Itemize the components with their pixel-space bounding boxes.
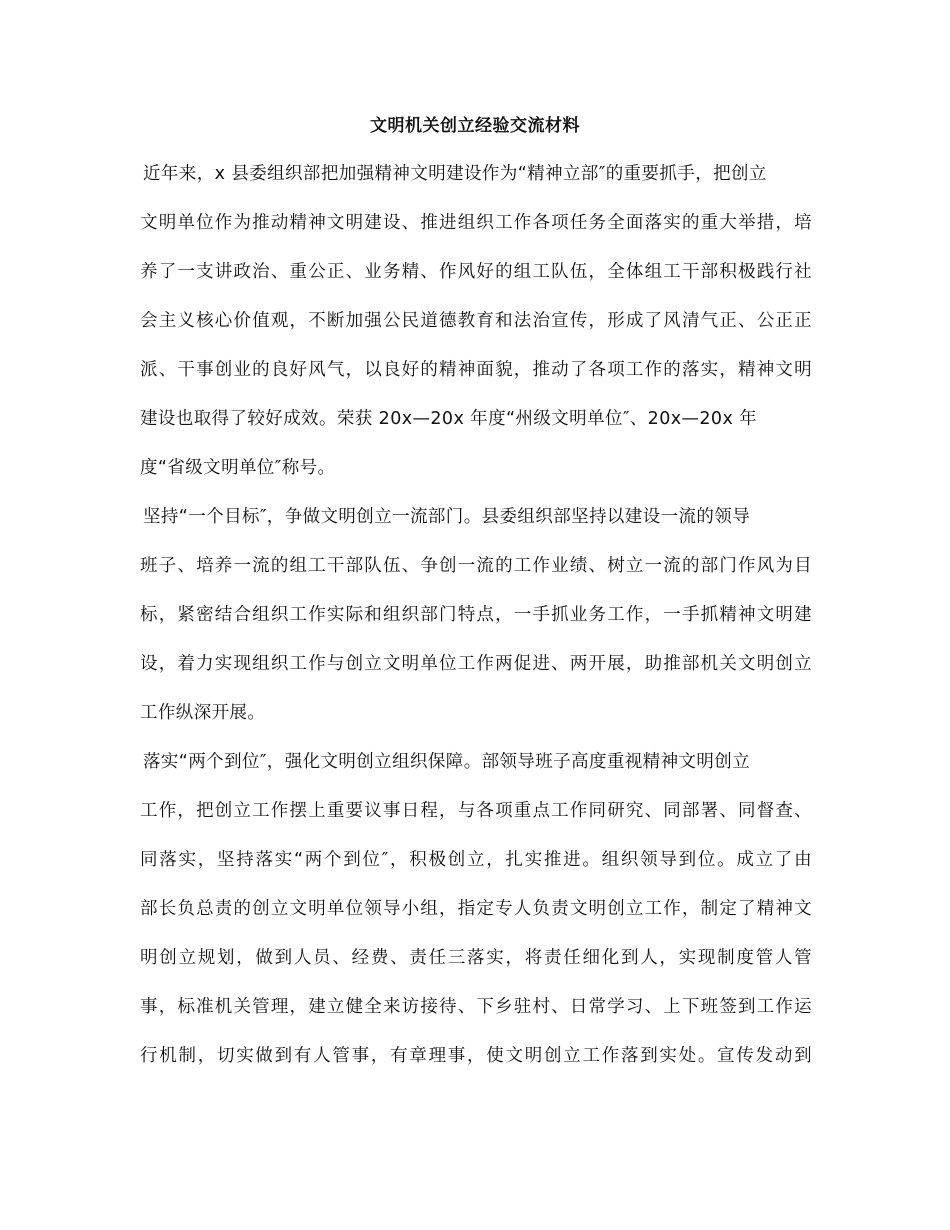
paragraph-line: 同落实，坚持落实“两个到位″，积极创立，扎实推进。组织领导到位。成立了由 [140, 850, 812, 870]
paragraph-line: 工作，把创立工作摆上重要议事日程，与各项重点工作同研究、同部署、同督查、 [140, 801, 812, 821]
paragraph-line: 近年来，x 县委组织部把加强精神文明建设作为“精神立部″的重要抓手，把创立 [143, 164, 767, 184]
paragraph-line: 派、干事创业的良好风气，以良好的精神面貌，推动了各项工作的落实，精神文明 [140, 360, 812, 380]
paragraph-line: 行机制，切实做到有人管事，有章理事，使文明创立工作落到实处。宣传发动到 [140, 1046, 812, 1066]
paragraph-line: 设，着力实现组织工作与创立文明单位工作两促进、两开展，助推部机关文明创立 [140, 654, 812, 674]
paragraph-line: 养了一支讲政治、重公正、业务精、作风好的组工队伍，全体组工干部积极践行社 [140, 262, 812, 282]
paragraph-line: 建设也取得了较好成效。荣获 20x—20x 年度“州级文明单位″、20x—20x 年 [140, 409, 758, 429]
paragraph-line: 班子、培养一流的组工干部队伍、争创一流的工作业绩、树立一流的部门作风为目 [140, 556, 812, 576]
paragraph-line: 部长负总责的创立文明单位领导小组，指定专人负责文明创立工作，制定了精神文 [140, 899, 812, 919]
paragraph-line: 落实“两个到位″，强化文明创立组织保障。部领导班子高度重视精神文明创立 [143, 752, 751, 772]
paragraph-line: 事，标准机关管理，建立健全来访接待、下乡驻村、日常学习、上下班签到工作运 [140, 997, 812, 1017]
paragraph-line: 文明单位作为推动精神文明建设、推进组织工作各项任务全面落实的重大举措，培 [140, 213, 812, 233]
paragraph-line: 工作纵深开展。 [140, 703, 266, 723]
paragraph-line: 会主义核心价值观，不断加强公民道德教育和法治宣传，形成了风清气正、公正正 [140, 311, 812, 331]
paragraph-line: 度“省级文明单位″称号。 [140, 458, 336, 478]
paragraph-line: 坚持“一个目标″，争做文明创立一流部门。县委组织部坚持以建设一流的领导 [143, 507, 751, 527]
paragraph-line: 标，紧密结合组织工作实际和组织部门特点，一手抓业务工作，一手抓精神文明建 [140, 605, 812, 625]
paragraph-line: 明创立规划，做到人员、经费、责任三落实，将责任细化到人，实现制度管人管 [140, 948, 812, 968]
document-title: 文明机关创立经验交流材料 [370, 116, 580, 136]
